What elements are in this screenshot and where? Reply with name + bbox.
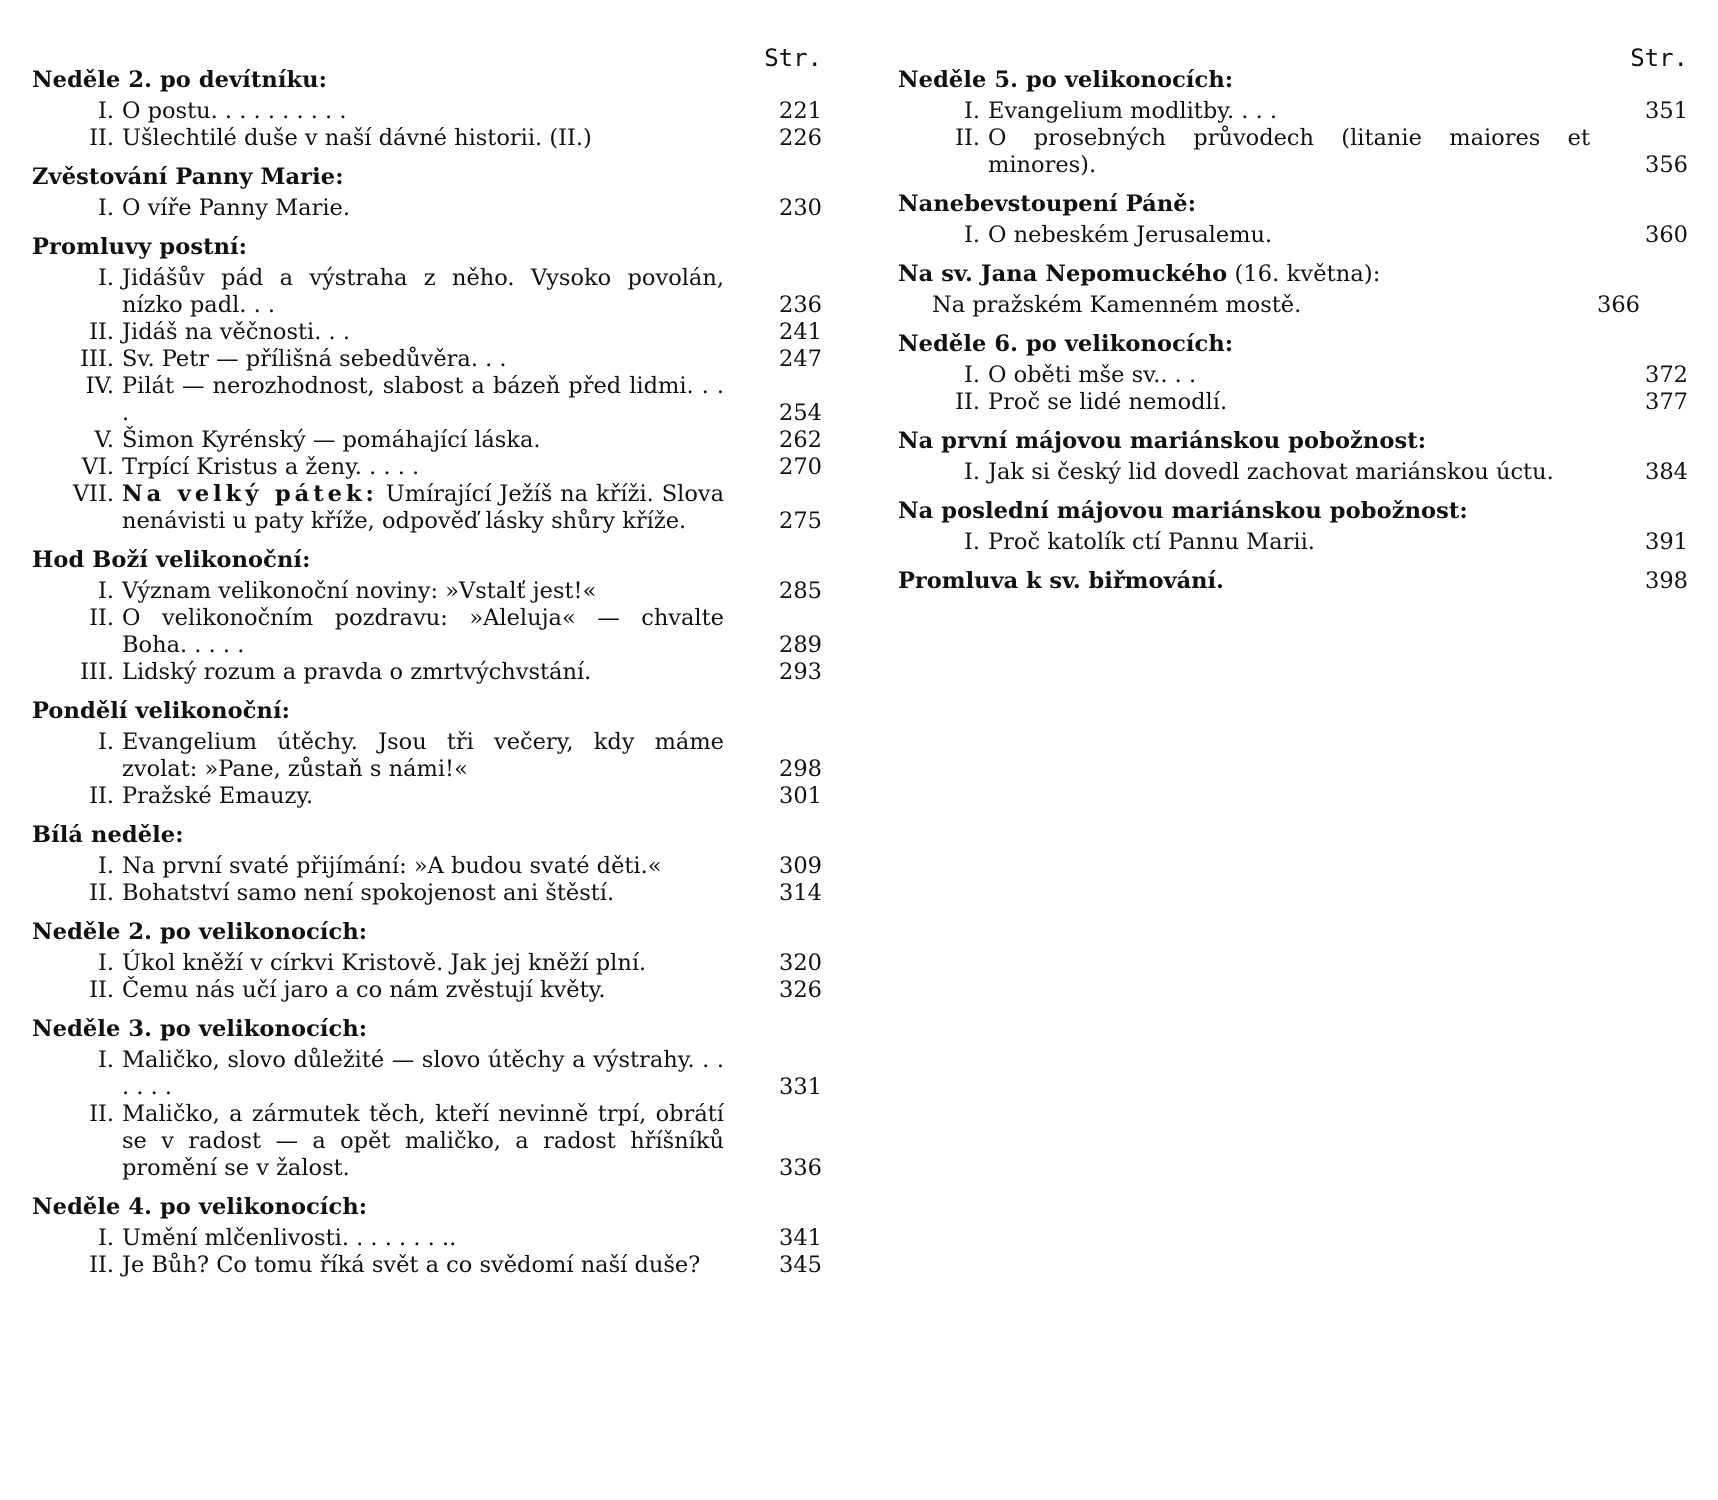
section-title: [32, 163, 822, 191]
entry-number: I.: [97, 1047, 114, 1073]
entry-title: Na první svaté přijímání: »A budou svaté děti.«: [122, 853, 662, 879]
section-title-text: Nanebevstoupení Páně:: [898, 191, 1197, 217]
entry-title: Maličko, a zármutek těch, kteří nevinně trpí, obrátí se v radost — a opět maličko, a radost hříšníků promění se v žalost.: [122, 1101, 724, 1181]
entry-page-number: 384: [1645, 459, 1688, 485]
entry-number: I.: [97, 729, 114, 755]
entry-title: Úkol kněží v církvi Kristově. Jak jej kněží plní.: [122, 950, 647, 976]
entry-page-number: 345: [779, 1252, 822, 1278]
section-title: [898, 190, 1688, 218]
toc-entry: [898, 125, 1688, 179]
entry-page-number: 254: [779, 400, 822, 426]
toc-entry: [32, 1225, 822, 1252]
entry-title: Pilát — nerozhodnost, slabost a bázeň před lidmi. . . .: [122, 373, 724, 426]
toc-entry: [32, 125, 822, 152]
toc-entry: [898, 98, 1688, 125]
toc-entry: [898, 222, 1688, 249]
entry-number: II.: [89, 880, 114, 906]
toc-section: [32, 1193, 822, 1279]
entry-number: II.: [89, 1252, 114, 1278]
standalone-page: 398: [1645, 568, 1688, 594]
section-title: [32, 1193, 822, 1221]
entry-page-number: 309: [779, 853, 822, 879]
standalone-label: Promluva k sv. biřmování.: [898, 568, 1224, 594]
entry-title: O velikonočním pozdravu: »Aleluja« — chvalte Boha. . . . .: [122, 605, 724, 658]
section-title: [32, 918, 822, 946]
section-title: [898, 497, 1688, 525]
entry-page-number: 289: [779, 632, 822, 658]
toc-entry: [32, 729, 822, 783]
toc-entry: [32, 880, 822, 907]
entry-number: I.: [963, 222, 980, 248]
entry-number: I.: [963, 529, 980, 555]
section-title: [32, 821, 822, 849]
entry-title: [122, 481, 760, 535]
entry-number: I.: [97, 853, 114, 879]
section-title: [898, 330, 1688, 358]
entry-title: Jidášův pád a výstraha z něho. Vysoko povolán, nízko padl. . .: [122, 265, 724, 318]
toc-left-column: [32, 44, 822, 1290]
toc-entry: [898, 529, 1688, 556]
toc-entry: [32, 265, 822, 319]
entry-number: III.: [80, 346, 114, 372]
entry-number: I.: [97, 950, 114, 976]
entry-page-number: 230: [779, 195, 822, 221]
entry-title-rest: Umírající Ježíš na kříži. Slova nenávisti u paty kříže, odpověď lásky shůry kříže.: [122, 481, 724, 534]
entry-title: Evangelium útěchy. Jsou tři večery, kdy máme zvolat: »Pane, zůstaň s námi!«: [122, 729, 724, 782]
section-title: [32, 697, 822, 725]
entry-title: Pražské Emauzy.: [122, 783, 314, 809]
toc-right-column: [898, 44, 1688, 595]
entry-title: O nebeském Jerusalemu.: [988, 222, 1273, 248]
entry-page-number: 298: [779, 756, 822, 782]
section-title: [898, 427, 1688, 455]
section-title: [898, 260, 1688, 288]
toc-entry: [32, 346, 822, 373]
entry-page-number: 285: [779, 578, 822, 604]
toc-entry: [32, 1252, 822, 1279]
toc-section: [898, 497, 1688, 556]
entry-title: Na pražském Kamenném mostě.: [932, 292, 1302, 318]
entry-title: Lidský rozum a pravda o zmrtvýchvstání.: [122, 659, 592, 685]
toc-entry: [32, 783, 822, 810]
entry-number: I.: [963, 98, 980, 124]
page-column-header: Str.: [1630, 44, 1688, 72]
toc-entry: [32, 578, 822, 605]
toc-section: [32, 66, 822, 152]
entry-number: IV.: [85, 373, 114, 399]
section-title-text: Neděle 2. po devítníku:: [32, 67, 328, 93]
section-title-text: Promluvy postní:: [32, 234, 248, 260]
entry-number: II.: [89, 605, 114, 631]
entry-page-number: 293: [779, 659, 822, 685]
section-title-text: Hod Boží velikonoční:: [32, 547, 311, 573]
toc-entry: [32, 319, 822, 346]
entry-title: Ušlechtilé duše v naší dávné historii. (II.): [122, 125, 592, 151]
entry-page-number: 372: [1645, 362, 1688, 388]
section-title-tail: (16. května):: [1227, 261, 1381, 287]
toc-entry: [32, 1047, 822, 1101]
entry-title: O oběti mše sv.. . .: [988, 362, 1197, 388]
toc-section: [32, 821, 822, 907]
toc-section: [32, 163, 822, 222]
section-title-text: Zvěstování Panny Marie:: [32, 164, 344, 190]
entry-number: II.: [89, 977, 114, 1003]
toc-entry: [32, 195, 822, 222]
entry-page-number: 241: [779, 319, 822, 345]
entry-number: VI.: [81, 454, 114, 480]
entry-title: Šimon Kyrénský — pomáhající láska.: [122, 427, 541, 453]
entry-page-number: 221: [779, 98, 822, 124]
section-title: [32, 66, 822, 94]
entry-page-number: 351: [1645, 98, 1688, 124]
entry-number: I.: [97, 98, 114, 124]
entry-page-number: 336: [779, 1155, 822, 1181]
entry-number: I.: [97, 578, 114, 604]
entry-page-number: 360: [1645, 222, 1688, 248]
toc-entry: [898, 362, 1688, 389]
entry-number: VII.: [72, 481, 114, 507]
toc-section: [898, 260, 1688, 319]
section-title-text: Bílá neděle:: [32, 822, 184, 848]
entry-number: I.: [97, 195, 114, 221]
entry-page-number: 377: [1645, 389, 1688, 415]
section-title-text: Na poslední májovou mariánskou pobožnost:: [898, 498, 1468, 524]
entry-title: Proč se lidé nemodlí.: [988, 389, 1228, 415]
toc-section: [898, 330, 1688, 416]
entry-page-number: 226: [779, 125, 822, 151]
section-title-text: Pondělí velikonoční:: [32, 698, 291, 724]
entry-title: Význam velikonoční noviny: »Vstalť jest!«: [122, 578, 597, 604]
entry-page-number: 341: [779, 1225, 822, 1251]
section-title: [32, 233, 822, 261]
section-title: [32, 546, 822, 574]
entry-title-emphasis: Na velký pátek:: [122, 481, 378, 507]
toc-entry: [32, 659, 822, 686]
entry-title: O postu. . . . . . . . . .: [122, 98, 347, 124]
entry-title: O víře Panny Marie.: [122, 195, 350, 221]
entry-page-number: 366: [1597, 292, 1640, 318]
entry-title: Trpící Kristus a ženy. . . . .: [122, 454, 420, 480]
entry-title: Jak si český lid dovedl zachovat mariánskou úctu.: [988, 459, 1554, 485]
section-title-text: Neděle 5. po velikonocích:: [898, 67, 1234, 93]
toc-entry: [32, 950, 822, 977]
toc-section: [32, 233, 822, 535]
entry-number: I.: [963, 459, 980, 485]
toc-section: [898, 190, 1688, 249]
entry-page-number: 356: [1645, 152, 1688, 178]
entry-page-number: 247: [779, 346, 822, 372]
toc-entry: [898, 292, 1688, 319]
toc-standalone-entry: [898, 567, 1688, 595]
toc-entry: [32, 481, 822, 535]
section-title-text: Neděle 4. po velikonocích:: [32, 1194, 368, 1220]
entry-number: II.: [89, 1101, 114, 1127]
section-title-text: Neděle 3. po velikonocích:: [32, 1016, 368, 1042]
entry-title: Evangelium modlitby. . . .: [988, 98, 1278, 124]
toc-section: [898, 427, 1688, 486]
entry-number: I.: [963, 362, 980, 388]
entry-title: Jidáš na věčnosti. . .: [122, 319, 350, 345]
section-title-text: Neděle 2. po velikonocích:: [32, 919, 368, 945]
entry-number: II.: [89, 125, 114, 151]
toc-section: [898, 66, 1688, 179]
entry-title: Bohatství samo není spokojenost ani štěstí.: [122, 880, 615, 906]
entry-title: Maličko, slovo důležité — slovo útěchy a výstrahy. . . . . . .: [122, 1047, 724, 1100]
toc-sections-right: [898, 66, 1688, 556]
section-title: [32, 1015, 822, 1043]
section-title-text: Na první májovou mariánskou pobožnost:: [898, 428, 1427, 454]
section-title: [898, 66, 1688, 94]
toc-entry: [32, 853, 822, 880]
section-title-text: Neděle 6. po velikonocích:: [898, 331, 1234, 357]
toc-entry: [32, 1101, 822, 1182]
entry-page-number: 331: [779, 1074, 822, 1100]
entry-page-number: 301: [779, 783, 822, 809]
toc-section: [32, 546, 822, 686]
entry-page-number: 275: [779, 508, 822, 534]
entry-title: O prosebných průvodech (litanie maiores et minores).: [988, 125, 1590, 178]
toc-section: [32, 697, 822, 810]
entry-title: Čemu nás učí jaro a co nám zvěstují květy.: [122, 977, 606, 1003]
entry-page-number: 262: [779, 427, 822, 453]
entry-page-number: 326: [779, 977, 822, 1003]
entry-number: V.: [94, 427, 114, 453]
entry-title: Proč katolík ctí Pannu Marii.: [988, 529, 1315, 555]
toc-entry: [32, 373, 822, 427]
entry-title: Umění mlčenlivosti. . . . . . . ..: [122, 1225, 457, 1251]
entry-title: Je Bůh? Co tomu říká svět a co svědomí naší duše?: [122, 1252, 701, 1278]
toc-entry: [32, 98, 822, 125]
entry-number: II.: [955, 389, 980, 415]
entry-page-number: 314: [779, 880, 822, 906]
entry-number: I.: [97, 265, 114, 291]
entry-page-number: 270: [779, 454, 822, 480]
toc-entry: [898, 459, 1688, 486]
entry-page-number: 236: [779, 292, 822, 318]
entry-page-number: 391: [1645, 529, 1688, 555]
toc-section: [32, 1015, 822, 1182]
toc-entry: [32, 605, 822, 659]
toc-sections-left: [32, 66, 822, 1279]
toc-entry: [898, 389, 1688, 416]
entry-title: Sv. Petr — přílišná sebedůvěra. . .: [122, 346, 507, 372]
toc-entry: [32, 427, 822, 454]
entry-number: I.: [97, 1225, 114, 1251]
toc-entry: [32, 977, 822, 1004]
entry-number: II.: [955, 125, 980, 151]
entry-number: III.: [80, 659, 114, 685]
toc-entry: [32, 454, 822, 481]
entry-page-number: 320: [779, 950, 822, 976]
entry-number: II.: [89, 319, 114, 345]
section-title-text: Na sv. Jana Nepomuckého: [898, 261, 1228, 287]
toc-section: [32, 918, 822, 1004]
entry-number: II.: [89, 783, 114, 809]
page-column-header: Str.: [764, 44, 822, 72]
